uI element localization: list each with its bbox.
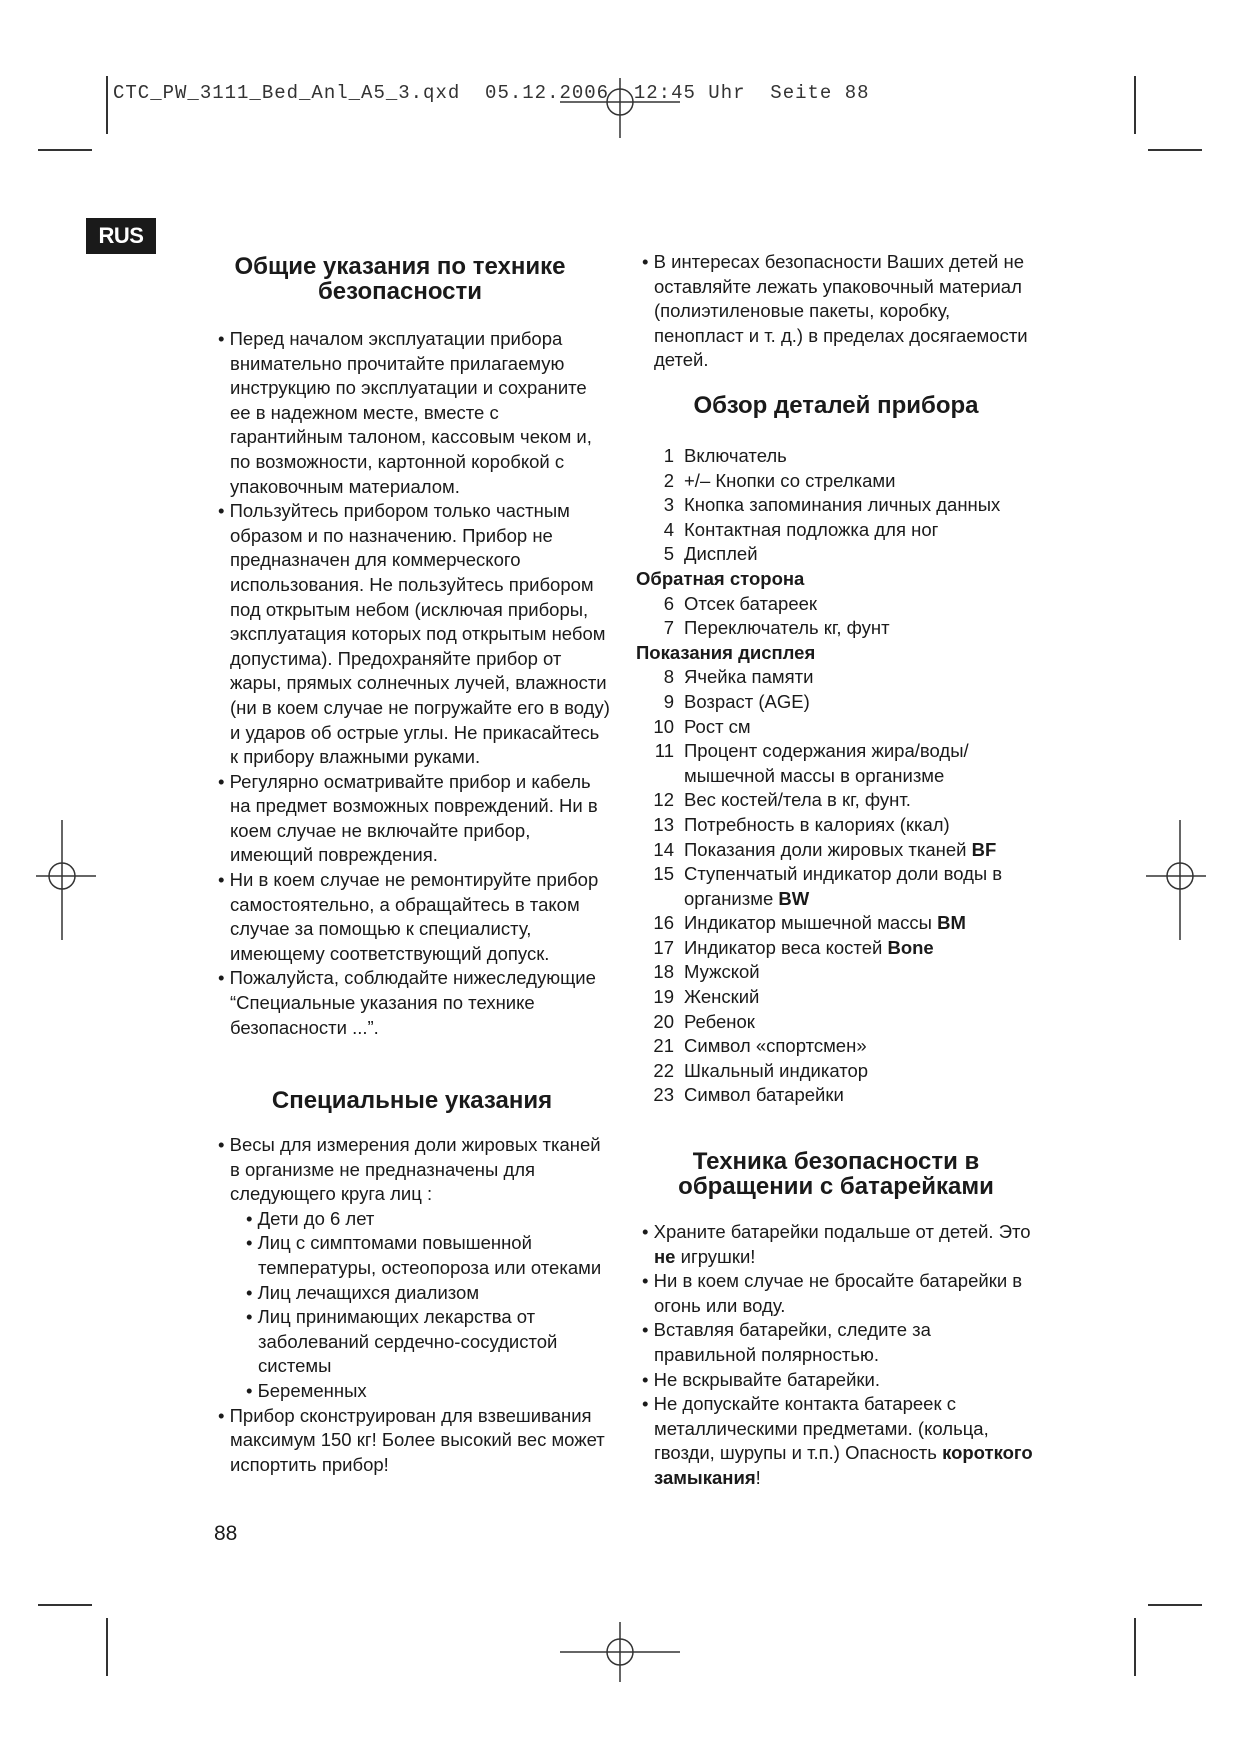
- part-row: [636, 1083, 1036, 1108]
- part-label: [684, 1059, 1036, 1084]
- part-label: [684, 838, 1036, 863]
- part-label: Кнопка запоминания личных данных: [684, 494, 1001, 516]
- part-label: [684, 715, 1036, 740]
- part-label: Отсек батареек: [684, 592, 817, 614]
- part-label: +/– Кнопки со стрелками: [684, 469, 896, 491]
- part-row: [636, 690, 1036, 715]
- part-label-abbr: BW: [778, 887, 810, 909]
- part-label: [684, 960, 1036, 985]
- page-number: 88: [214, 1522, 238, 1545]
- part-label-text: Индикатор веса костей: [684, 936, 883, 958]
- section-display: Показания дисплея: [636, 641, 816, 663]
- crop-mark: [1134, 1618, 1136, 1676]
- exclusion-list: [230, 1207, 612, 1404]
- part-label: [684, 862, 1036, 911]
- list-item: • В интересах безопасности Ваших детей не оставляйте лежать упаковочный материал (полиэтиленовые пакеты, коробку, пенопласт и т. д.) в пределах досягаемости детей.: [636, 250, 1036, 373]
- list-item: • Беременных: [230, 1379, 612, 1404]
- text: !: [755, 1466, 761, 1488]
- list-item: • Дети до 6 лет: [230, 1207, 612, 1232]
- part-row: [636, 936, 1036, 961]
- crop-mark: [106, 76, 108, 134]
- crop-mark: [1148, 149, 1202, 151]
- crop-mark: [1148, 1604, 1202, 1606]
- list-item: • Лиц с симптомами повышенной температуры, остеопороза или отеками: [230, 1231, 612, 1280]
- part-label: [684, 985, 1036, 1010]
- list-item: • Прибор сконструирован для взвешивания максимум 150 кг! Более высокий вес может испортить прибор!: [212, 1404, 612, 1478]
- part-label-text: Вес костей/тела в кг, фунт.: [684, 789, 911, 811]
- part-row: [636, 469, 1036, 494]
- part-row: [636, 444, 1036, 469]
- part-label: Контактная подложка для ног: [684, 518, 939, 540]
- part-row: [636, 911, 1036, 936]
- part-row: [636, 838, 1036, 863]
- part-number: 11: [654, 740, 674, 762]
- part-number: 21: [653, 1035, 674, 1057]
- part-number: 2: [663, 469, 674, 491]
- part-number: 18: [653, 961, 674, 983]
- special-notes-block: [212, 1133, 612, 1477]
- part-row: [636, 813, 1036, 838]
- list-item: • Вставляя батарейки, следите за правильной полярностью.: [636, 1318, 1036, 1367]
- part-row: [636, 715, 1036, 740]
- registration-mark-top: [560, 78, 680, 138]
- heading-battery-safety: Техника безопасности в обращении с батарейками: [678, 1148, 994, 1200]
- part-number: 1: [663, 445, 674, 466]
- list-item: [636, 1220, 1036, 1269]
- part-label: [684, 1010, 1036, 1035]
- right-column: [636, 250, 1036, 373]
- section-back: Обратная сторона: [636, 567, 805, 589]
- part-number: 22: [653, 1059, 674, 1081]
- part-row: [636, 985, 1036, 1010]
- crop-mark: [38, 149, 92, 151]
- part-label: [684, 911, 1036, 936]
- general-safety-list: [212, 327, 612, 1040]
- registration-mark-bottom: [560, 1622, 680, 1682]
- emphasis: не: [654, 1245, 676, 1267]
- battery-block: [636, 1220, 1036, 1491]
- list-item: • Не вскрывайте батарейки.: [636, 1368, 1036, 1393]
- part-label-abbr: BF: [971, 838, 997, 860]
- list-item: • Перед началом эксплуатации прибора внимательно прочитайте прилагаемую инструкцию по эксплуатации и сохраните ее в надежном месте, вместе с гарантийным талоном, кассовым чеком и, по возможности, картонной коробкой с упаковочным материалом.: [212, 327, 612, 499]
- part-number: 10: [653, 715, 674, 737]
- text: Не допускайте контакта батареек с металлическими предметами. (кольца, гвозди, шурупы и т.п.) Опасность: [653, 1393, 989, 1464]
- part-row: [636, 960, 1036, 985]
- part-label-text: Женский: [684, 986, 760, 1008]
- part-number: 16: [653, 912, 674, 934]
- part-number: 13: [653, 813, 674, 835]
- list-item: [636, 1392, 1036, 1490]
- special-intro: Весы для измерения доли жировых тканей в организме не предназначены для следующего круга лиц :: [229, 1134, 601, 1205]
- crop-mark: [1134, 76, 1136, 134]
- part-label-text: Ячейка памяти: [684, 666, 814, 688]
- part-row: [636, 788, 1036, 813]
- part-row: [636, 493, 1036, 518]
- crop-mark: [106, 1618, 108, 1676]
- part-row: [636, 862, 1036, 911]
- part-number: 17: [653, 936, 674, 958]
- part-label: [684, 1034, 1036, 1059]
- part-number: 5: [663, 543, 674, 565]
- part-row: [636, 665, 1036, 690]
- part-label-text: Шкальный индикатор: [684, 1059, 869, 1081]
- list-item: • Пожалуйста, соблюдайте нижеследующие “Специальные указания по технике безопасности ...”.: [212, 966, 612, 1040]
- left-column: [212, 327, 612, 1040]
- crop-mark: [38, 1604, 92, 1606]
- heading-parts-overview: Обзор деталей прибора: [693, 392, 979, 419]
- part-row: [636, 1010, 1036, 1035]
- heading-special-notes: Специальные указания: [271, 1087, 553, 1114]
- text: игрушки!: [675, 1245, 756, 1267]
- part-label-text: Ступенчатый индикатор доли воды в организме: [684, 863, 1003, 909]
- list-item: [212, 1133, 612, 1404]
- registration-mark-right: [1146, 820, 1206, 940]
- part-label: [684, 813, 1036, 838]
- part-label-text: Индикатор мышечной массы: [684, 912, 932, 934]
- part-number: 15: [653, 863, 674, 885]
- part-label: [684, 690, 1036, 715]
- list-item: • Лиц принимающих лекарства от заболеваний сердечно-сосудистой системы: [230, 1305, 612, 1379]
- emphasis: короткого замыкания: [654, 1442, 1033, 1488]
- part-label-text: Символ батарейки: [684, 1084, 844, 1106]
- part-label-text: Ребенок: [684, 1010, 755, 1032]
- list-item: • Ни в коем случае не ремонтируйте прибор самостоятельно, а обращайтесь в таком случае за помощью к специалисту, имеющему соответствующий допуск.: [212, 868, 612, 966]
- part-label-abbr: BM: [937, 912, 966, 934]
- part-label: Дисплей: [684, 543, 758, 565]
- part-number: 12: [653, 789, 674, 811]
- part-number: 7: [663, 617, 674, 639]
- part-label-text: Показания доли жировых тканей: [684, 838, 967, 860]
- part-row: [636, 518, 1036, 543]
- part-label: [684, 1083, 1036, 1108]
- part-label-text: Потребность в калориях (ккал): [684, 813, 950, 835]
- list-item: • Ни в коем случае не бросайте батарейки в огонь или воду.: [636, 1269, 1036, 1318]
- heading-general-safety: Общие указания по технике безопасности: [234, 253, 566, 305]
- part-label-text: Возраст (AGE): [684, 690, 810, 712]
- part-label-text: Мужской: [684, 961, 760, 983]
- display-parts: [636, 665, 1036, 1108]
- part-number: 4: [663, 518, 674, 540]
- text: Храните батарейки подальше от детей. Это: [653, 1221, 1031, 1242]
- part-label: [684, 788, 1036, 813]
- children-note-list: [636, 250, 1036, 373]
- print-slug: CTC_PW_3111_Bed_Anl_A5_3.qxd 05.12.2006 12:45 Uhr Seite 88: [113, 82, 870, 104]
- part-number: 20: [653, 1010, 674, 1032]
- list-item: • Пользуйтесь прибором только частным образом и по назначению. Прибор не предназначен для коммерческого использования. Не пользуйтесь прибором под открытым небом (исключая приборы, эксплуатация которых под открытым небом допустима). Предохраняйте прибор от жары, прямых солнечных лучей, влажности (ни в коем случае не погружайте его в воду) и ударов об острые углы. Не прикасайтесь к прибору влажными руками.: [212, 499, 612, 770]
- part-row: [636, 1034, 1036, 1059]
- part-row: [636, 1059, 1036, 1084]
- part-number: 19: [653, 986, 674, 1008]
- part-number: 3: [663, 494, 674, 516]
- part-number: 8: [663, 666, 674, 688]
- part-label: Переключатель кг, фунт: [684, 617, 890, 639]
- language-tab: RUS: [86, 218, 156, 254]
- part-label-abbr: Bone: [887, 936, 934, 958]
- part-row: [636, 616, 1036, 641]
- part-label: [684, 936, 1036, 961]
- list-item: • Регулярно осматривайте прибор и кабель на предмет возможных повреждений. Ни в коем случае не включайте прибор, имеющий повреждения.: [212, 770, 612, 868]
- part-label-text: Процент содержания жира/воды/мышечной массы в организме: [684, 740, 969, 786]
- part-number: 14: [653, 838, 674, 860]
- part-number: 23: [653, 1084, 674, 1106]
- part-number: 9: [663, 690, 674, 712]
- part-label-text: Символ «спортсмен»: [684, 1035, 867, 1057]
- part-label: [684, 665, 1036, 690]
- part-row: [636, 739, 1036, 788]
- part-label: [684, 739, 1036, 788]
- list-item: • Лиц лечащихся диализом: [230, 1281, 612, 1306]
- registration-mark-left: [36, 820, 96, 940]
- parts-list: [636, 444, 1036, 1108]
- part-row: [636, 592, 1036, 617]
- part-label: Включатель: [684, 445, 787, 466]
- part-number: 6: [663, 592, 674, 614]
- part-row: [636, 542, 1036, 567]
- special-notes-list: [212, 1133, 612, 1477]
- battery-list: [636, 1220, 1036, 1491]
- part-label-text: Рост см: [684, 715, 751, 737]
